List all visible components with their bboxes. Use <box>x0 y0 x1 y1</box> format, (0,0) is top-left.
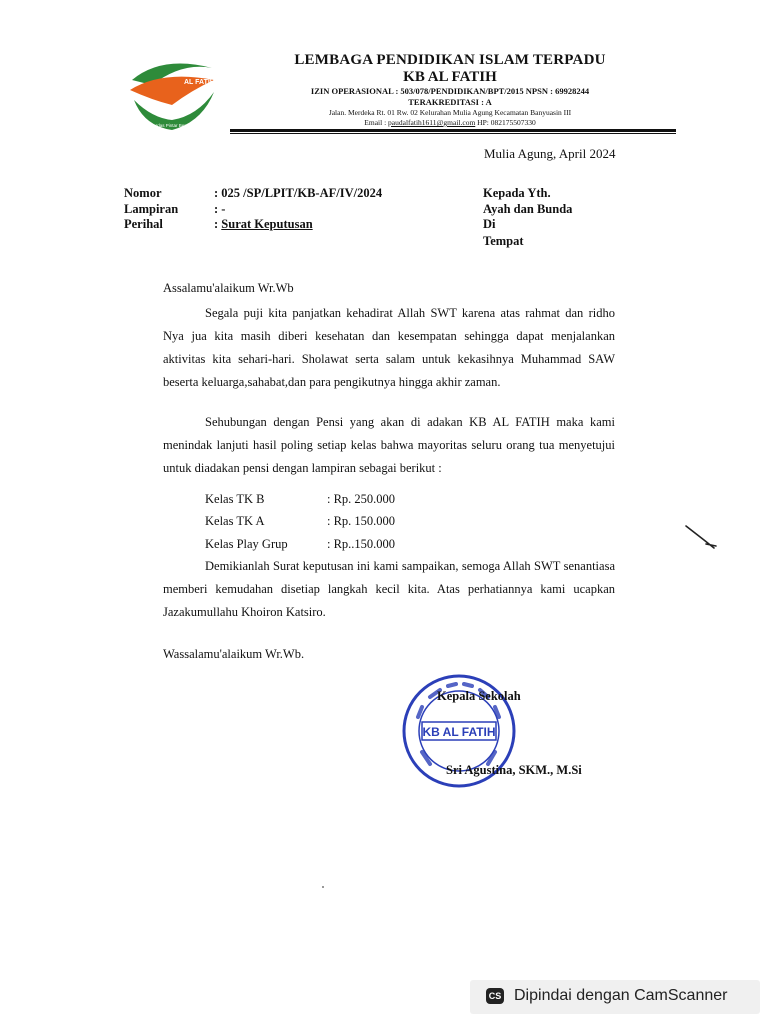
fee-label-playgroup: Kelas Play Grup <box>205 537 288 551</box>
lampiran-value: : - <box>214 202 226 216</box>
paragraph-2 <box>163 411 615 480</box>
closing-greeting: Wassalamu'alaikum Wr.Wb. <box>163 647 305 661</box>
email-link[interactable]: paudalfatih1611@gmail.com <box>388 118 476 127</box>
phone: HP: 082175507330 <box>475 118 536 127</box>
fee-value-tkb: : Rp. 250.000 <box>327 492 396 506</box>
perihal-subject: Surat Keputusan <box>221 217 313 231</box>
signature-title: Kepala Sekolah <box>437 689 521 703</box>
camscanner-text: Dipindai dengan CamScanner <box>514 987 728 1004</box>
pen-mark-icon <box>684 522 720 552</box>
letter-date: Mulia Agung, April 2024 <box>484 146 616 161</box>
operational-permit: IZIN OPERASIONAL : 503/078/PENDIDIKAN/BPT/2015 NPSN : 69928244 <box>310 86 590 96</box>
perihal-value <box>214 217 313 232</box>
recipient-line-2: Ayah dan Bunda <box>483 202 573 216</box>
recipient-line-4: Tempat <box>483 234 524 248</box>
paragraph-3-text: Demikianlah Surat keputusan ini kami sampaikan, semoga Allah SWT senantiasa memberi kemudahan disetiap langkah kecil kita. Atas perhatiannya kami ucapkan Jazakumullahu Khoiron Katsiro. <box>163 559 615 619</box>
institution-name: LEMBAGA PENDIDIKAN ISLAM TERPADU <box>294 52 606 68</box>
contact-line <box>230 118 670 127</box>
logo-motto: Cerdas Pintar Berakhlak <box>150 123 199 128</box>
greeting: Assalamu'alaikum Wr.Wb <box>163 281 294 295</box>
signature-name: Sri Agustina, SKM., M.Si <box>446 763 582 777</box>
email-label: Email : <box>364 118 389 127</box>
paragraph-3 <box>163 555 615 624</box>
paragraph-1-text: Segala puji kita panjatkan kehadirat Allah SWT karena atas rahmat dan ridho Nya jua kita masih diberi kesehatan dan kesempatan sehingga dapat menjalankan aktivitas kita sehari-hari. Sholawat serta salam untuk kekasihnya Muhammad SAW beserta keluarga,sahabat,dan para pengikutnya hingga akhir zaman. <box>163 306 615 389</box>
nomor-label: Nomor <box>124 186 162 200</box>
school-logo-icon <box>122 50 222 132</box>
fee-label-tka: Kelas TK A <box>205 514 265 528</box>
header-rule-thick <box>230 129 676 132</box>
nomor-value: : 025 /SP/LPIT/KB-AF/IV/2024 <box>214 186 383 200</box>
fee-value-playgroup: : Rp..150.000 <box>327 537 396 551</box>
paragraph-2-text: Sehubungan dengan Pensi yang akan di adakan KB AL FATIH maka kami menindak lanjuti hasil poling setiap kelas bahwa mayoritas seluru orang tua menyetujui untuk diadakan pensi dengan lampiran sebagai berikut : <box>163 415 615 475</box>
lampiran-label: Lampiran <box>124 202 179 216</box>
perihal-colon: : <box>214 217 222 231</box>
camscanner-icon: CS <box>486 988 504 1004</box>
camscanner-watermark <box>470 980 760 1014</box>
fee-value-tka: : Rp. 150.000 <box>327 514 396 528</box>
address: Jalan. Merdeka Rt. 01 Rw. 02 Kelurahan Mulia Agung Kecamatan Banyuasin III <box>328 108 572 117</box>
recipient-line-3: Di <box>483 217 496 231</box>
speck <box>322 886 324 888</box>
logo-text: AL FATIH <box>184 79 215 86</box>
paragraph-1 <box>163 302 615 394</box>
perihal-label: Perihal <box>124 217 163 231</box>
school-name: KB AL FATIH <box>403 69 497 85</box>
stamp-text: KB AL FATIH <box>422 725 496 739</box>
accreditation: TERAKREDITASI : A <box>408 97 492 107</box>
header-rule-thin <box>230 133 676 134</box>
fee-label-tkb: Kelas TK B <box>205 492 265 506</box>
recipient-line-1: Kepada Yth. <box>483 186 551 200</box>
